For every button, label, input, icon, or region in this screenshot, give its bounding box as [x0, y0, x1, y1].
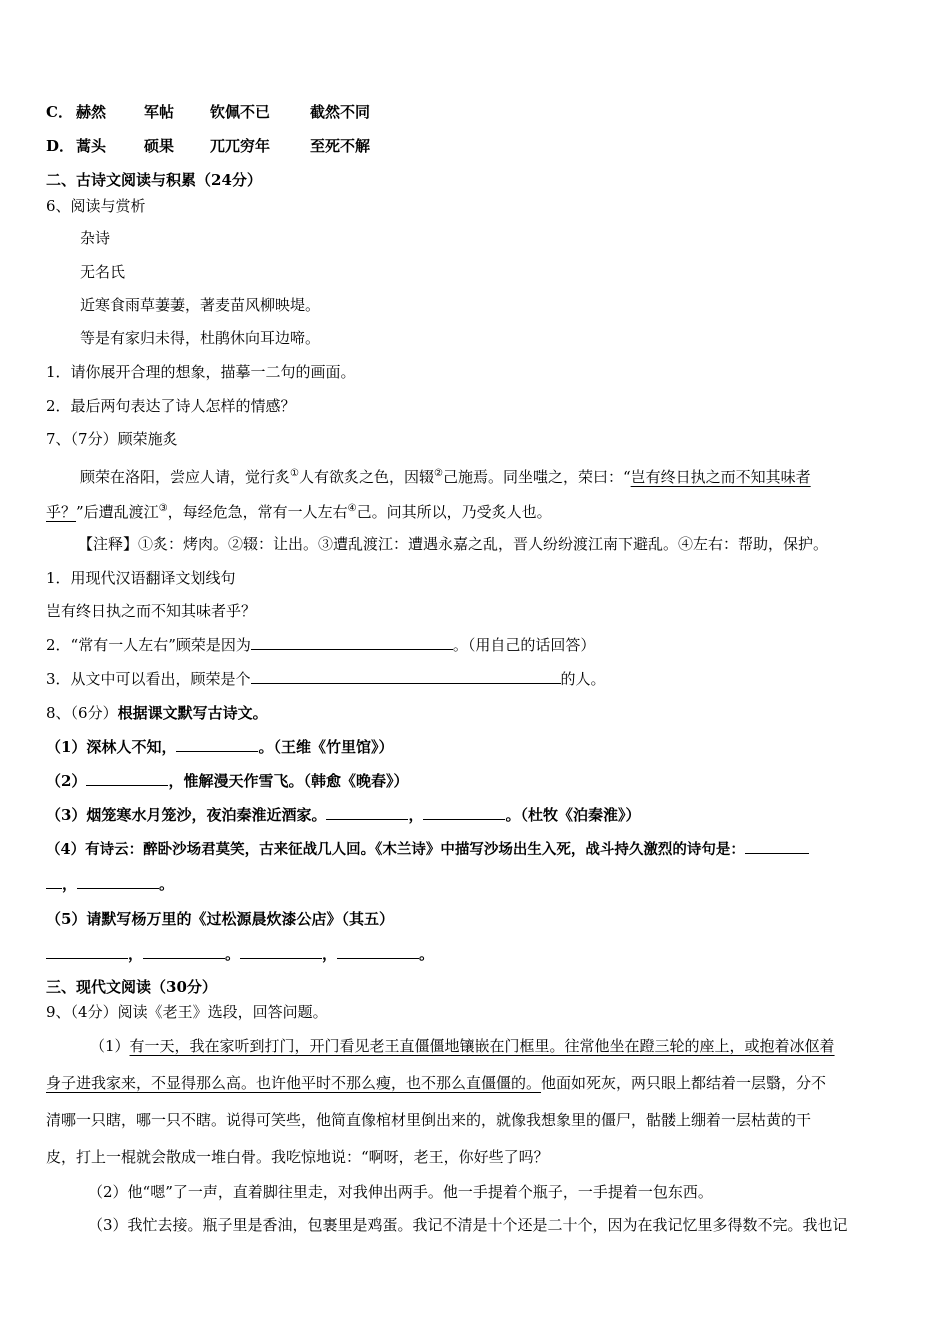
question-stem [46, 702, 268, 724]
option-item: 赫然 [76, 103, 107, 121]
item-text: 。 [419, 945, 435, 963]
sub-question [46, 668, 606, 690]
question-text: 3．从文中可以看出，顾荣是个 [46, 670, 251, 688]
passage-line: （3）我忙去接。瓶子里是香油，包裹里是鸡蛋。我记不清是十个还是二十个，因为在我记忆里多得数不完。我也记 [88, 1216, 848, 1234]
answer-blank[interactable] [251, 634, 453, 650]
underlined-sentence: 身子进我家来，不显得那么高。也许他平时不那么瘦，也不那么直僵僵的。 [46, 1074, 542, 1092]
answer-blank[interactable] [77, 873, 159, 889]
question-stem: 7、（7分）顾荣施炙 [46, 430, 178, 448]
section-heading: 三、现代文阅读（30分） [46, 978, 217, 996]
sub-question: 1．请你展开合理的想象，描摹一二句的画面。 [46, 363, 356, 381]
sub-question [46, 634, 595, 656]
paragraph-number: （1） [90, 1037, 130, 1055]
passage-text: 己施焉。同坐嗤之，荣曰：“ [442, 468, 631, 486]
question-number: 8、（6分） [46, 704, 118, 722]
question-text: 的人。 [560, 670, 606, 688]
poem-title: 杂诗 [80, 229, 111, 247]
recitation-item: （5）请默写杨万里的《过松源晨炊漆公店》（其五） [46, 910, 394, 928]
section-heading: 二、古诗文阅读与积累（24分） [46, 171, 262, 189]
passage-text: 顾荣在洛阳，尝应人请，觉行炙 [80, 468, 291, 486]
option-label: C． [46, 103, 73, 121]
question-stem: 6、阅读与赏析 [46, 197, 146, 215]
answer-blank[interactable] [745, 838, 809, 854]
passage-line [46, 1072, 826, 1094]
option-item: 蒿头 [76, 137, 107, 155]
poem-line: 近寒食雨草萋萋，著麦苗风柳映堤。 [80, 296, 321, 314]
answer-blank[interactable] [337, 943, 419, 959]
footnote-mark: ① [290, 468, 299, 479]
item-text: （1）深林人不知， [46, 738, 177, 756]
recitation-item [46, 804, 640, 826]
item-text: ， [62, 875, 78, 893]
passage-text: 己。问其所以，乃受炙人也。 [356, 503, 552, 521]
item-text: ， [128, 945, 144, 963]
poem-author: 无名氏 [80, 263, 126, 281]
passage-line [90, 1035, 835, 1057]
item-text: 。 [225, 945, 241, 963]
underlined-sentence: 岂有终日执之而不知其味者 [630, 468, 811, 486]
item-text: 。 [159, 875, 175, 893]
option-item: 至死不解 [310, 137, 371, 155]
passage-text: 他面如死灰，两只眼上都结着一层翳，分不 [541, 1074, 827, 1092]
recitation-item [46, 838, 809, 861]
option-item: 截然不同 [310, 103, 371, 121]
recitation-item [46, 736, 393, 758]
question-text: 。（用自己的话回答） [452, 636, 596, 654]
item-text: ， [408, 806, 424, 824]
item-text: （3）烟笼寒水月笼沙，夜泊秦淮近酒家。 [46, 806, 327, 824]
sub-question: 2．最后两句表达了诗人怎样的情感？ [46, 397, 296, 415]
passage-line: 清哪一只瞎，哪一只不瞎。说得可笑些，他简直像棺材里倒出来的，就像我想象里的僵尸，骷髅上绷着一层枯黄的干 [46, 1111, 812, 1129]
annotation-note: 【注释】①炙：烤肉。②辍：让出。③遭乱渡江：遭遇永嘉之乱，晋人纷纷渡江南下避乱。④左右：帮助，保护。 [78, 535, 829, 553]
item-text: 。（王维《竹里馆》） [258, 738, 394, 756]
answer-blank[interactable] [251, 668, 561, 684]
underlined-sentence: 有一天，我在家听到打门，开门看见老王直僵僵地镶嵌在门框里。往常他坐在蹬三轮的座上，或抱着冰伛着 [129, 1037, 835, 1055]
footnote-mark: ③ [158, 503, 168, 514]
passage-text: 人有欲炙之色，因辍 [298, 468, 434, 486]
option-c [46, 101, 370, 123]
recitation-item [46, 770, 408, 792]
answer-blank[interactable] [423, 804, 505, 820]
translation-target: 岂有终日执之而不知其味者乎？ [46, 602, 257, 620]
option-label: D． [46, 137, 75, 155]
footnote-mark: ④ [347, 503, 357, 514]
answer-blank[interactable] [46, 943, 128, 959]
answer-blank[interactable] [326, 804, 408, 820]
footnote-mark: ② [434, 468, 443, 479]
passage-line: 皮，打上一棍就会散成一堆白骨。我吃惊地说：“啊呀，老王，你好些了吗？ [46, 1148, 549, 1166]
sub-question: 1．用现代汉语翻译文划线句 [46, 569, 236, 587]
poem-line: 等是有家归未得，杜鹃休向耳边啼。 [80, 329, 321, 347]
recitation-item-cont [46, 873, 174, 895]
option-item: 兀兀穷年 [210, 137, 271, 155]
option-item: 钦佩不已 [210, 103, 271, 121]
answer-blank[interactable] [176, 736, 258, 752]
answer-blank[interactable] [46, 873, 62, 889]
underlined-sentence: 乎？ [46, 503, 77, 521]
question-stem: 9、（4分）阅读《老王》选段，回答问题。 [46, 1003, 328, 1021]
passage-text: ，每经危急，常有一人左右 [167, 503, 348, 521]
recitation-blanks [46, 943, 434, 965]
option-d [46, 135, 370, 157]
option-item: 硕果 [144, 137, 175, 155]
answer-blank[interactable] [240, 943, 322, 959]
passage-line: （2）他“嗯”了一声，直着脚往里走，对我伸出两手。他一手提着个瓶子，一手提着一包东西。 [88, 1183, 713, 1201]
passage-line [80, 463, 811, 488]
question-text: 2．“常有一人左右”顾荣是因为 [46, 636, 251, 654]
answer-blank[interactable] [86, 770, 168, 786]
item-text: ，惟解漫天作雪飞。（韩愈《晚春》） [168, 772, 409, 790]
item-text: ， [322, 945, 338, 963]
question-text: 根据课文默写古诗文。 [117, 704, 268, 722]
item-text: （2） [46, 772, 87, 790]
option-item: 军帖 [144, 103, 175, 121]
item-text: 。（杜牧《泊秦淮》） [505, 806, 641, 824]
passage-text: ”后遭乱渡江 [76, 503, 159, 521]
answer-blank[interactable] [143, 943, 225, 959]
item-text: （4）有诗云：醉卧沙场君莫笑，古来征战几人回。《木兰诗》中描写沙场出生入死，战斗持久激烈的诗句是： [46, 841, 745, 858]
passage-line [46, 498, 552, 523]
